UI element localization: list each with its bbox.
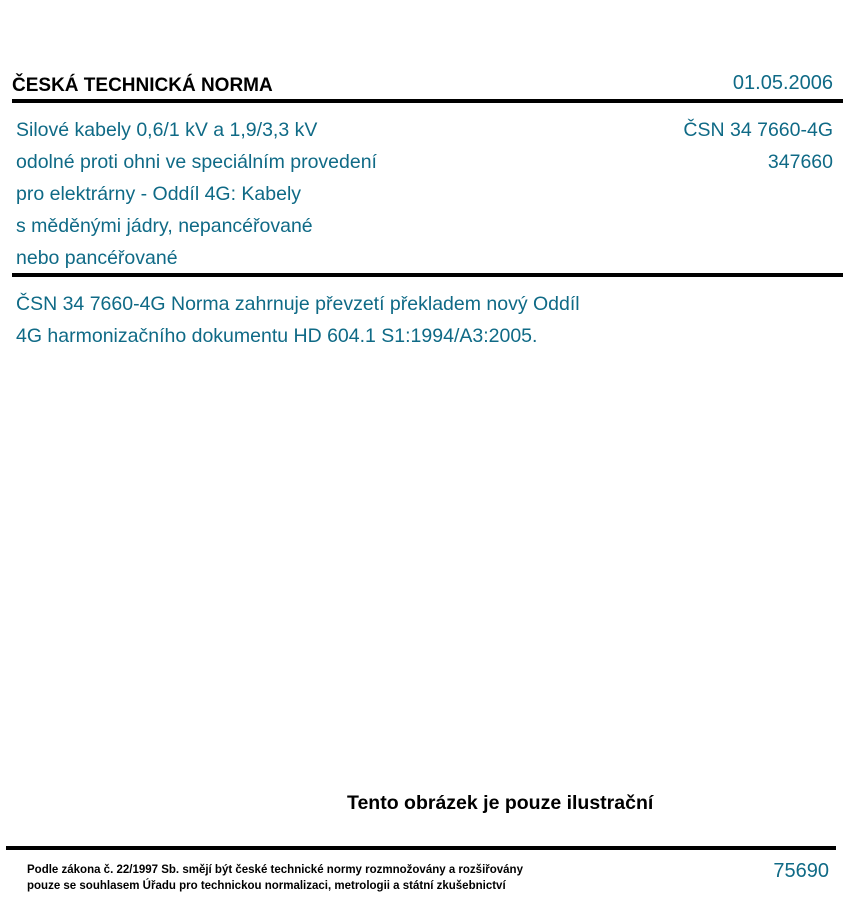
standard-title-line: s měděnými jádry, nepancéřované <box>16 215 313 237</box>
standard-title <box>16 114 377 274</box>
document-number: 75690 <box>773 860 829 882</box>
top-divider <box>12 99 843 103</box>
illustration-note: Tento obrázek je pouze ilustrační <box>347 792 654 814</box>
standard-title-line: nebo pancéřované <box>16 247 178 269</box>
standard-description <box>16 288 580 352</box>
publication-date: 01.05.2006 <box>732 72 833 94</box>
standard-code: ČSN 34 7660-4G <box>683 119 833 141</box>
footer-divider <box>6 846 836 850</box>
description-line: 4G harmonizačního dokumentu HD 604.1 S1:1994/A3:2005. <box>16 325 538 347</box>
standard-title-line: Silové kabely 0,6/1 kV a 1,9/3,3 kV <box>16 119 318 141</box>
class-number: 347660 <box>767 151 833 173</box>
standard-title-line: pro elektrárny - Oddíl 4G: Kabely <box>16 183 302 205</box>
standard-title-line: odolné proti ohni ve speciálním provedení <box>16 151 377 173</box>
legal-notice <box>27 862 523 894</box>
description-line: ČSN 34 7660-4G Norma zahrnuje převzetí překladem nový Oddíl <box>16 293 580 315</box>
document-heading: ČESKÁ TECHNICKÁ NORMA <box>12 75 273 96</box>
legal-line: pouze se souhlasem Úřadu pro technickou normalizaci, metrologii a státní zkušebnictví <box>27 880 506 892</box>
middle-divider <box>12 273 843 277</box>
legal-line: Podle zákona č. 22/1997 Sb. smějí být české technické normy rozmnožovány a rozšiřovány <box>27 864 523 876</box>
standard-codes <box>683 114 833 178</box>
